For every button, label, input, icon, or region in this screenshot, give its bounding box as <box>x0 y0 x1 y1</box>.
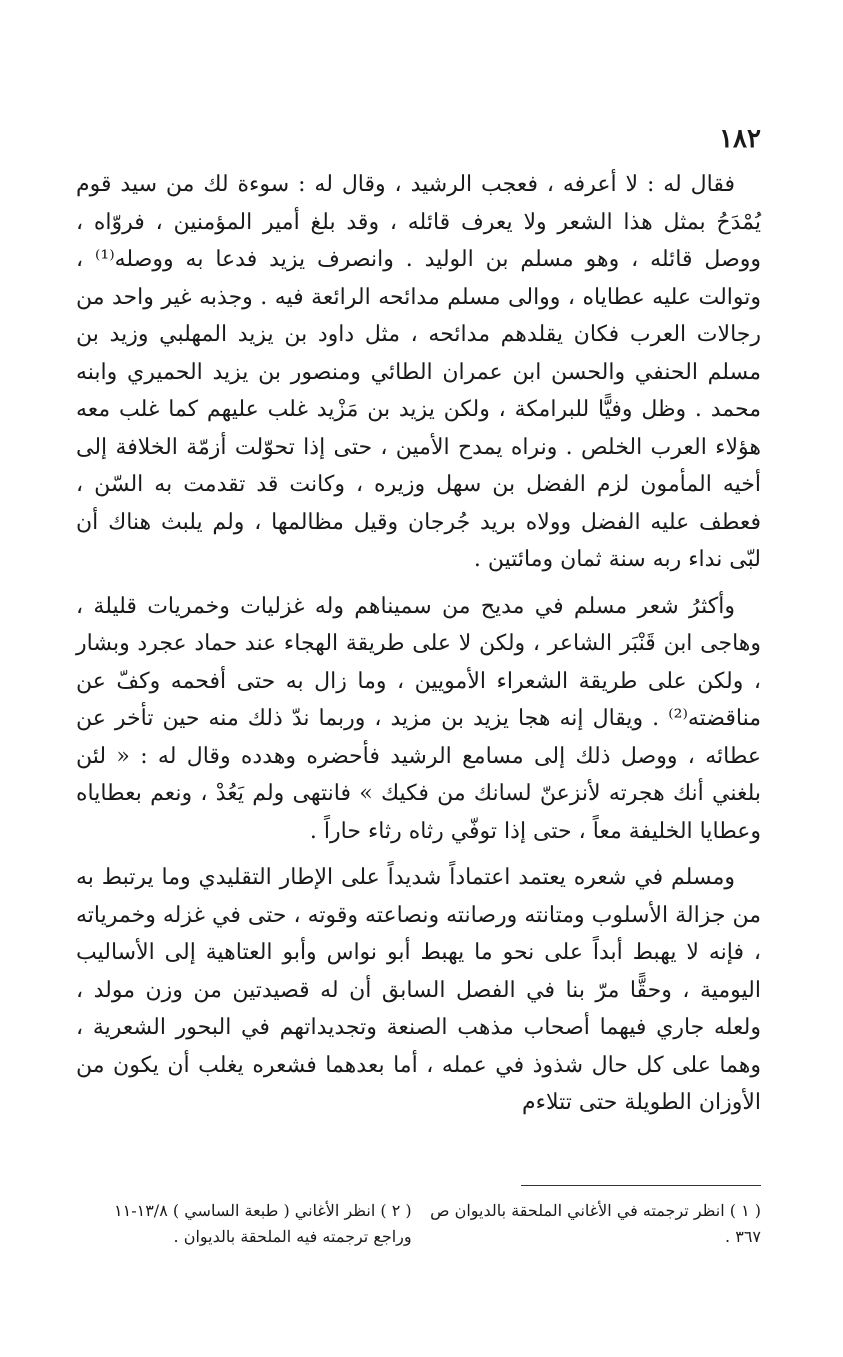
footnote-divider <box>521 1185 761 1186</box>
page-number: ١٨٢ <box>719 124 761 154</box>
body-text <box>76 166 761 1122</box>
paragraph-2: وأكثرُ شعر مسلم في مديح من سميناهم وله غزليات وخمريات قليلة ، وهاجى ابن قَنْبَر الشاعر ، ولكن لا على طريقة الهجاء عند حماد عجرد وبشار ، ولكن على طريقة الشعراء الأمويين ، وما زال به حتى أفحمه وكفّ عن مناقضته⁽²⁾ . ويقال إنه هجا يزيد بن مزيد ، وربما ندّ ذلك منه حين تأخر عن عطائه ، ووصل ذلك إلى مسامع الرشيد فأحضره وهدده وقال له : « لئن بلغني أنك هجرته لأنزعنّ لسانك من فكيك » فانتهى ولم يَعُدْ ، ونعم بعطاياه وعطايا الخليفة معاً ، حتى إذا توفّي رثاه رثاء حاراً . <box>76 593 761 844</box>
footnotes <box>76 1198 761 1250</box>
paragraph-1: فقال له : لا أعرفه ، فعجب الرشيد ، وقال له : سوءة لك من سيد قوم يُمْدَحُ بمثل هذا الشعر ولا يعرف قائله ، وقد بلغ أمير المؤمنين ، فروّاه ، ووصل قائله ، وهو مسلم بن الوليد . وانصرف يزيد فدعا به ووصله⁽¹⁾ ، وتوالت عليه عطاياه ، ووالى مسلم مدائحه الرائعة فيه . وجذبه غير واحد من رجالات العرب فكان يقلدهم مدائحه ، مثل داود بن يزيد المهلبي وزيد بن مسلم الحنفي والحسن ابن عمران الطائي ومنصور بن يزيد الحميري وابنه محمد . وظل وفيًّا للبرامكة ، ولكن يزيد بن مَزْيد غلب عليهم كما غلب معه هؤلاء العرب الخلص . ونراه يمدح الأمين ، حتى إذا تحوّلت أزمّة الخلافة إلى أخيه المأمون لزم الفضل بن سهل وزيره ، وكانت قد تقدمت به السّن ، فعطف عليه الفضل وولاه بريد جُرجان وقيل مظالمها ، ولم يلبث هناك أن لبّى نداء ربه سنة ثمان ومائتين . <box>76 172 761 572</box>
footnote-2: ( ٢ ) انظر الأغاني ( طبعة الساسي ) ١٣/٨-١١ وراجع ترجمته فيه الملحقة بالديوان . <box>114 1201 412 1246</box>
paragraph-3: ومسلم في شعره يعتمد اعتماداً شديداً على الإطار التقليدي وما يرتبط به من جزالة الأسلوب ومتانته ورصانته ونصاعته وقوته ، حتى في غزله وخمرياته ، فإنه لا يهبط أبداً على نحو ما يهبط أبو نواس وأبو العتاهية إلى الأساليب اليومية ، وحقًّا مرّ بنا في الفصل السابق أن له قصيدتين من وزن مولد ، ولعله جاري فيهما أصحاب مذهب الصنعة وتجديداتهم في البحور الشعرية ، وهما على كل حال شذوذ في عمله ، أما بعدهما فشعره يغلب أن يكون من الأوزان الطويلة حتى تتلاءم <box>76 865 761 1115</box>
footnote-1: ( ١ ) انظر ترجمته في الأغاني الملحقة بالديوان ص ٣٦٧ . <box>430 1201 761 1246</box>
